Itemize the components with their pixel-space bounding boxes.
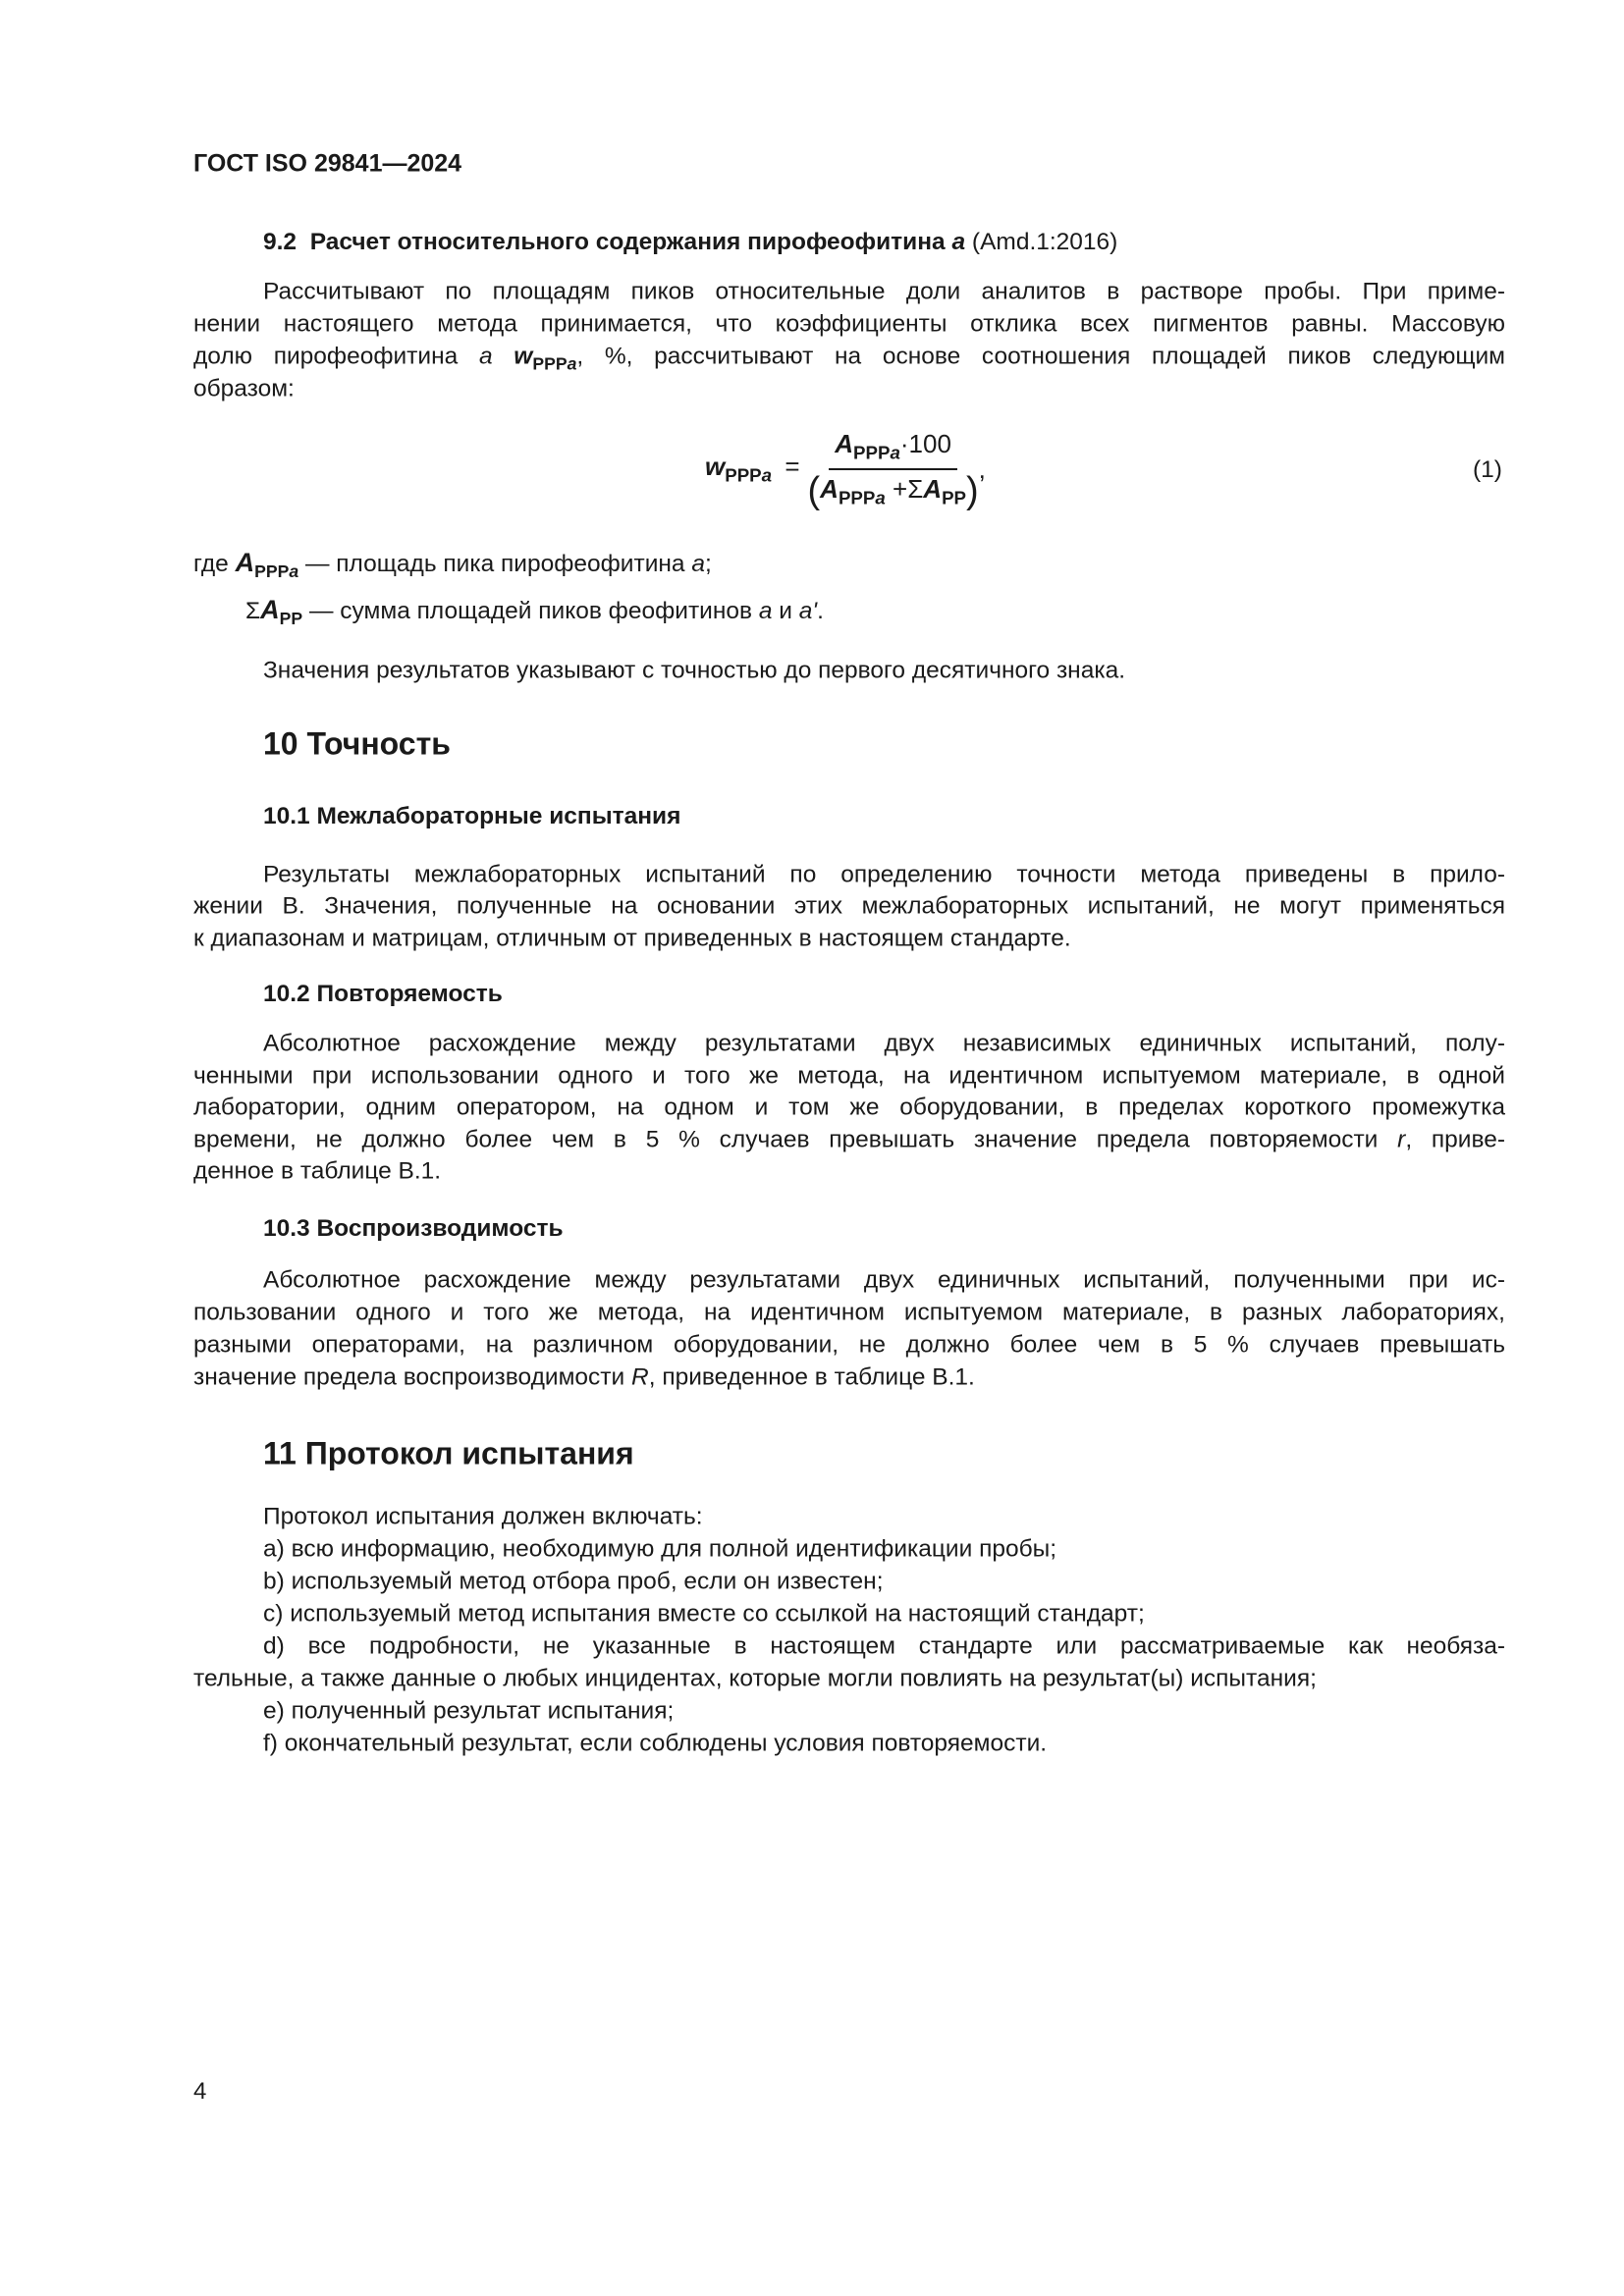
paragraph-line: ченными при использовании одного и того же метода, на идентичном испытуемом материале, в одной — [193, 1062, 1505, 1090]
sigma-symbol: Σ — [245, 597, 261, 624]
list-item-continuation: тельные, а также данные о любых инцидентах, которые могли повлиять на результат(ы) испытания; — [193, 1665, 1317, 1692]
list-item: e) полученный результат испытания; — [263, 1697, 675, 1725]
paragraph-line: Абсолютное расхождение между результатами двух независимых единичных испытаний, полу- — [263, 1030, 1505, 1057]
section-10-1-heading: 10.1 Межлабораторные испытания — [263, 803, 681, 829]
list-item: f) окончательный результат, если соблюдены условия повторяемости. — [263, 1730, 1048, 1757]
list-intro: Протокол испытания должен включать: — [263, 1503, 703, 1530]
page-number: 4 — [193, 2078, 207, 2105]
paragraph-line: к диапазонам и матрицам, отличным от приведенных в настоящем стандарте. — [193, 925, 1071, 952]
paragraph-line: времени, не должно более чем в 5 % случаев превышать значение предела повторяемости r, приве- — [193, 1126, 1505, 1153]
paragraph-line: денное в таблице В.1. — [193, 1157, 442, 1185]
paragraph-line: Рассчитывают по площадям пиков относительные доли аналитов в растворе пробы. При приме- — [263, 278, 1505, 305]
paragraph-line: жении В. Значения, полученные на основании этих межлабораторных испытаний, не могут применяться — [193, 892, 1505, 920]
section-9-2-heading — [263, 229, 1117, 256]
document-header: ГОСТ ISO 29841—2024 — [193, 149, 462, 178]
paragraph-line: нении настоящего метода принимается, что коэффициенты отклика всех пигментов равны. Массовую — [193, 310, 1505, 338]
paragraph-line: значение предела воспроизводимости R, приведенное в таблице В.1. — [193, 1363, 975, 1391]
paragraph-line: Абсолютное расхождение между результатами двух единичных испытаний, полученными при ис- — [263, 1266, 1505, 1294]
section-title-var: a — [951, 229, 966, 255]
equation-1: $w_{PPPa}$ = $\frac{A_{PPPa}\cdot 100}{(A_{PPPa} +\Sigma A_{PP})}$ , — [705, 429, 986, 511]
paragraph-line: лаборатории, одним оператором, на одном и том же оборудовании, в пределах короткого промежутка — [193, 1094, 1505, 1121]
paragraph-line: долю пирофеофитина a $w_{PPPa}$, %, рассчитывают на основе соотношения площадей пиков следующим — [193, 343, 1505, 373]
list-item: c) используемый метод испытания вместе со ссылкой на настоящий стандарт; — [263, 1600, 1145, 1628]
precision-note: Значения результатов указывают с точностью до первого десятичного знака. — [263, 657, 1126, 684]
paragraph-line: Результаты межлабораторных испытаний по определению точности метода приведены в прило- — [263, 861, 1505, 888]
section-11-heading: 11 Протокол испытания — [263, 1435, 634, 1471]
section-number: 9.2 — [263, 229, 298, 255]
w-symbol: w — [514, 343, 533, 370]
list-item: d) все подробности, не указанные в настоящем стандарте или рассматриваемые как необяза- — [263, 1632, 1505, 1660]
where-item-2: $\Sigma A_{PP}$ — сумма площадей пиков феофитинов a и a'. — [245, 594, 824, 629]
equation-number: (1) — [1473, 456, 1502, 483]
paragraph-line: образом: — [193, 375, 295, 402]
section-10-3-heading: 10.3 Воспроизводимость — [263, 1215, 564, 1242]
section-10-2-heading: 10.2 Повторяемость — [263, 981, 503, 1007]
fraction-denominator: $(A_{PPPa} +\Sigma A_{PP})$ — [807, 469, 979, 511]
sigma-symbol: Σ — [907, 473, 924, 504]
equation-fraction — [808, 429, 979, 509]
where-item-1: где $A_{PPPa}$ — площадь пика пирофеофитина a; — [193, 547, 712, 582]
paragraph-line: пользовании одного и того же метода, на идентичном испытуемом материале, в разных лабораториях, — [193, 1299, 1505, 1326]
fraction-numerator: $A_{PPPa}\cdot 100$ — [829, 429, 957, 470]
amendment-ref: (Amd.1:2016) — [971, 229, 1118, 255]
section-10-heading: 10 Точность — [263, 725, 451, 762]
paragraph-line: разными операторами, на различном оборудовании, не должно более чем в 5 % случаев превышать — [193, 1331, 1505, 1359]
list-item: b) используемый метод отбора проб, если он известен; — [263, 1568, 884, 1595]
list-item: a) всю информацию, необходимую для полной идентификации пробы; — [263, 1535, 1057, 1563]
equation-lhs: $w_{PPPa}$ = — [705, 452, 800, 486]
section-title: Расчет относительного содержания пирофеофитина — [309, 229, 946, 255]
